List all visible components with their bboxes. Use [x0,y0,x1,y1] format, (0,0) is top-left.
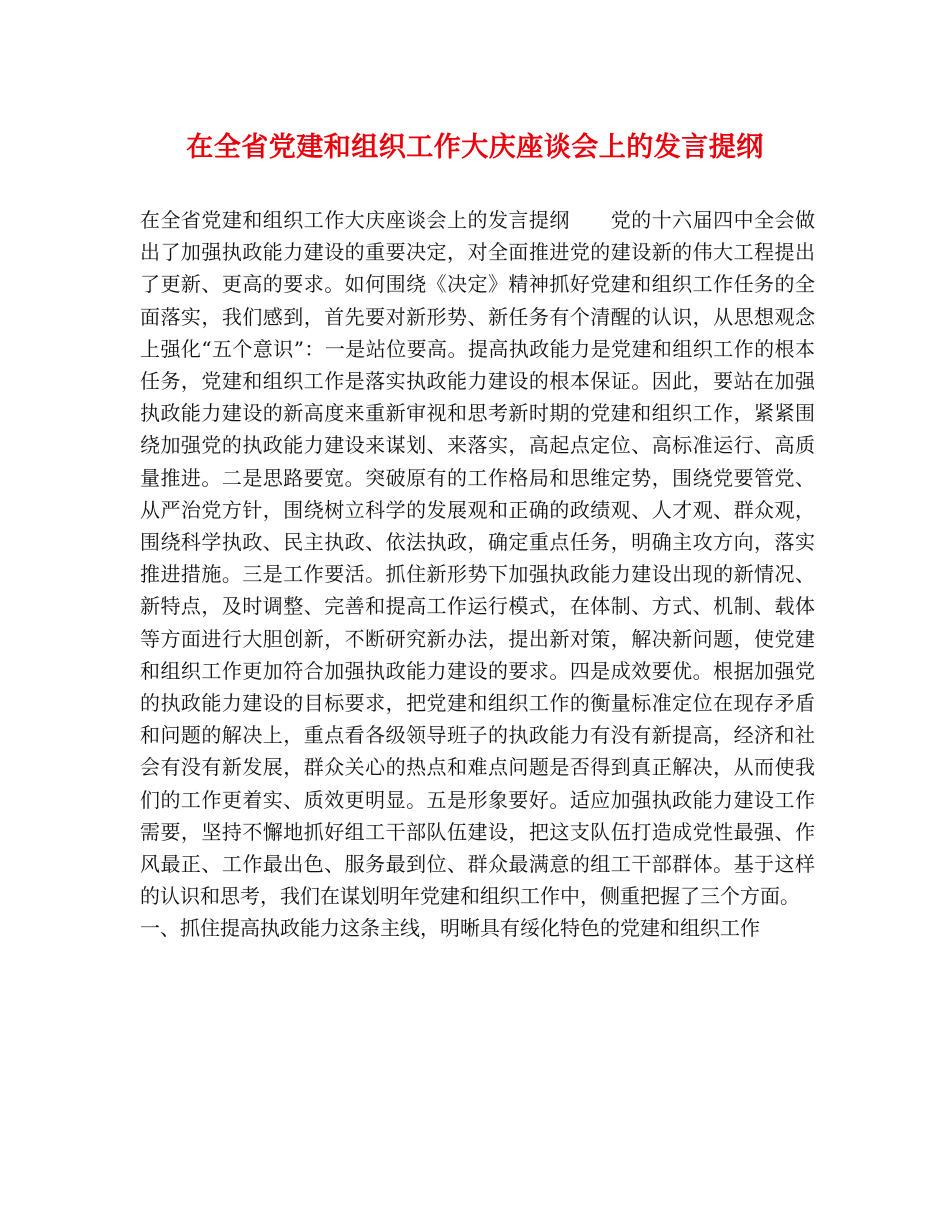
document-body [140,204,815,945]
body-paragraph-1: 在全省党建和组织工作大庆座谈会上的发言提纲 党的十六届四中全会做出了加强执政能力建设的重要决定，对全面推进党的建设新的伟大工程提出了更新、更高的要求。如何围绕《决定》精神抓好党建和组织工作任务的全面落实，我们感到，首先要对新形势、新任务有个清醒的认识，从思想观念上强化“五个意识”：一是站位要高。提高执政能力是党建和组织工作的根本任务，党建和组织工作是落实执政能力建设的根本保证。因此，要站在加强执政能力建设的新高度来重新审视和思考新时期的党建和组织工作，紧紧围绕加强党的执政能力建设来谋划、来落实，高起点定位、高标准运行、高质量推进。二是思路要宽。突破原有的工作格局和思维定势，围绕党要管党、从严治党方针，围绕树立科学的发展观和正确的政绩观、人才观、群众观，围绕科学执政、民主执政、依法执政，确定重点任务，明确主攻方向，落实推进措施。三是工作要活。抓住新形势下加强执政能力建设出现的新情况、新特点，及时调整、完善和提高工作运行模式，在体制、方式、机制、载体等方面进行大胆创新，不断研究新办法，提出新对策，解决新问题，使党建和组织工作更加符合加强执政能力建设的要求。四是成效要优。根据加强党的执政能力建设的目标要求，把党建和组织工作的衡量标准定位在现存矛盾和问题的解决上，重点看各级领导班子的执政能力有没有新提高，经济和社会有没有新发展，群众关心的热点和难点问题是否得到真正解决，从而使我们的工作更着实、质效更明显。五是形象要好。适应加强执政能力建设工作需要，坚持不懈地抓好组工干部队伍建设，把这支队伍打造成党性最强、作风最正、工作最出色、服务最到位、群众最满意的组工干部群体。基于这样的认识和思考，我们在谋划明年党建和组织工作中，侧重把握了三个方面。 [140,208,815,909]
body-paragraph-2: 一、抓住提高执政能力这条主线，明晰具有绥化特色的党建和组织工作 [140,916,760,941]
document-title: 在全省党建和组织工作大庆座谈会上的发言提纲 [186,132,764,163]
